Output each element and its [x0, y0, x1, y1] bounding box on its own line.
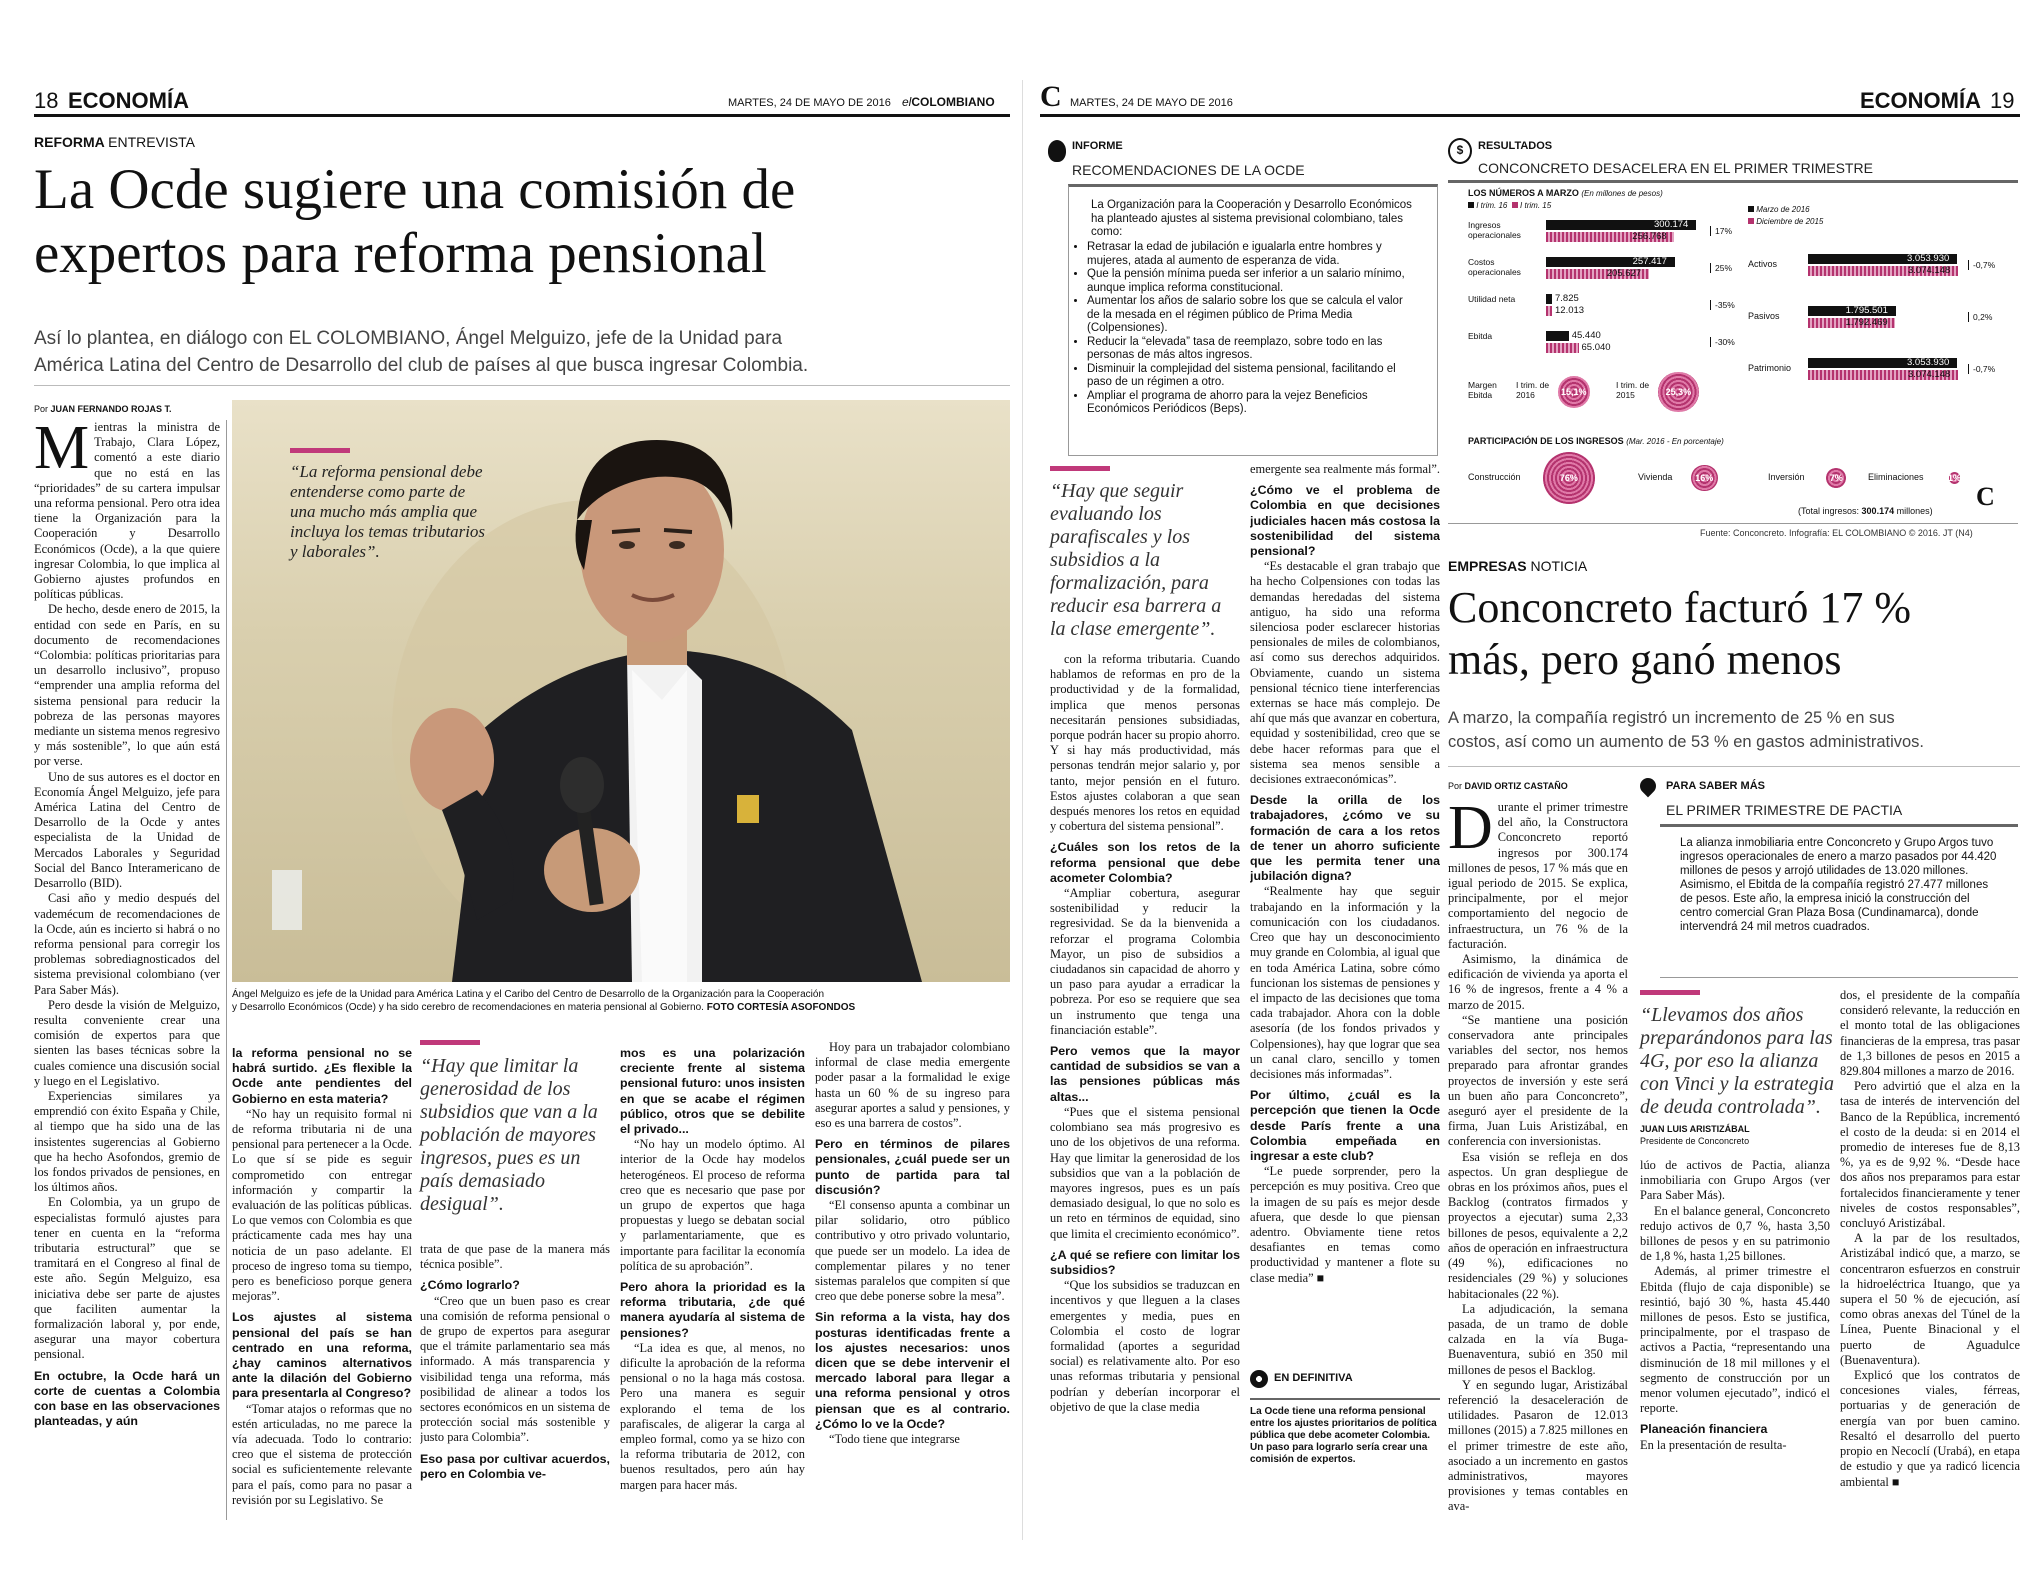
- chart-left-bars: [1468, 220, 1738, 420]
- bar: [1546, 331, 1569, 341]
- bar-category-label: Ebitda: [1468, 331, 1493, 341]
- en-definitiva-box: [1250, 1370, 1440, 1530]
- paragraph: lúo de activos de Pactia, alianza inmobiliaria con Grupo Argos (ver Para Saber Más).: [1640, 1158, 1830, 1203]
- folio-rule-right: [1040, 114, 2020, 117]
- byline-name-right: DAVID ORTIZ CASTAÑO: [1464, 781, 1568, 791]
- interview-question: ¿A qué se refiere con limitar los subsidios?: [1050, 1247, 1240, 1277]
- paragraph: Además, al primer trimestre el Ebitda (flujo de caja disponible) se resintió, bajó 30 %, hasta 45.440 millones de pesos. Esto se justifica, principalmente, por el traspaso de activos a Pactia, “representando una disminución de 18 mil millones y el segmento de construcción por un menor volumen ejecutado”, indicó el reporte.: [1640, 1264, 1830, 1416]
- pull-quote: “Hay que limitar la generosidad de los subsidios que van a la población de mayores ingresos, pues es un país demasiado desigual”.: [420, 1055, 598, 1215]
- paper-prefix: el: [902, 95, 912, 109]
- photo-quote-bar: [290, 448, 350, 453]
- interview-question: Eso pasa por cultivar acuerdos, pero en Colombia ve-: [420, 1451, 610, 1481]
- psm-paragraph-1: La alianza inmobiliaria entre Conconcreto y Grupo Argos tuvo ingresos operacionales de enero a marzo pasados por 44.420 millones de pesos y arrojó utilidades de 13.020 millones.: [1680, 837, 1997, 877]
- chart-legend-left: [1468, 201, 1551, 210]
- pull-quote-4-name: JUAN LUIS ARISTIZÁBAL: [1640, 1124, 1750, 1134]
- resultados-icon: $: [1448, 138, 1472, 164]
- paragraph: La adjudicación, la semana pasada, de un tramo de doble calzada en la vía Buga-Buenaventura, subió en 350 mil millones de pesos el Backlog.: [1448, 1301, 1628, 1377]
- informe-panel: [1068, 184, 1438, 456]
- kicker-light: ENTREVISTA: [108, 134, 196, 150]
- headline-right-line-1: Conconcreto facturó 17 %: [1448, 583, 1912, 632]
- paragraph: “El consenso apunta a combinar un pilar solidario, otro público contributivo y otro privado voluntario, que puede ser un modelo. La idea de complementar pilares y no tener sistemas paralelos que compiten sí que creo que debe ponerse sobre la mesa”.: [815, 1198, 1010, 1304]
- paragraph: Uno de sus autores es el doctor en Economía Ángel Melguizo, jefe para América Latina del Centro de Desarrollo de la Ocde y antes especialista de la Unidad de Mercados Laborales y Seguridad Social del Banco Interamericano de Desarrollo (BID).: [34, 769, 220, 891]
- paragraph: En el balance general, Conconcreto redujo activos de 0,7 %, hasta 3,50 billones de pesos y en su patrimonio de 1,8 %, hasta 1,25 billones.: [1640, 1203, 1830, 1264]
- deck-line-1: Así lo plantea, en diálogo con EL COLOMBIANO, Ángel Melguizo, jefe de la Unidad para: [34, 328, 783, 349]
- informe-box: [1048, 136, 1438, 456]
- paragraph: Asimismo, la dinámica de edificación de vivienda ya aporta el 16 % de ingresos, frente a 4 % a marzo de 2015.: [1448, 952, 1628, 1012]
- column-rule: [226, 420, 227, 1520]
- participation-total: [1798, 506, 1933, 516]
- bar-category-label: Patrimonio: [1748, 363, 1792, 373]
- paragraph: “La idea es que, al menos, no dificulte la aprobación de la reforma pensional o no la haga más costosa. Pero una manera es seguir explorando el tema de los parafiscales, de aligerar la carga al empleo formal, como ya se hizo con la reforma tributaria de 2012, con buenos resultados, pero aún hay margen para hacer más.: [620, 1340, 805, 1492]
- page-gutter: [1022, 80, 1023, 1540]
- paragraph: Hoy para un trabajador colombiano informal de clase media emergente poder pasar a la formalidad le exige hasta un 60 % de su ingreso para asegurar aportes a salud y pensiones, y eso es una barrera de costos”.: [815, 1040, 1010, 1131]
- kicker-bold: REFORMA: [34, 134, 105, 150]
- bar-value-label: 3.053.930: [1907, 357, 1950, 368]
- pull-quote-4-role: Presidente de Conconcreto: [1640, 1136, 1750, 1146]
- interview-question: Pero en términos de pilares pensionales, ¿cuál puede ser un punto de partida para tal discusión?: [815, 1137, 1010, 1197]
- headline: [34, 158, 795, 286]
- bar-value-label: 3.053.930: [1907, 253, 1950, 264]
- informe-item: • Retrasar la edad de jubilación e igualarla entre hombres y mujeres, atada al aumento de esperanza de vida.: [1087, 241, 1417, 268]
- margin-label: Margen Ebitda: [1468, 380, 1497, 400]
- participation-circle: 76%: [1543, 452, 1594, 503]
- interview-question: ¿Cuáles son los retos de la reforma pensional que debe acometer Colombia?: [1050, 840, 1240, 885]
- byline-prefix-right: Por: [1448, 781, 1463, 791]
- caption-line-2-wrap: [232, 1001, 1010, 1014]
- chart-logo: C: [1976, 482, 1995, 511]
- margin-circle: 25,3%: [1658, 372, 1699, 413]
- bar-value-label: 12.013: [1555, 305, 1585, 316]
- participation-label: Vivienda: [1638, 472, 1673, 482]
- pull-quote-bar: [420, 1040, 480, 1045]
- interview-question: Sin reforma a la vista, hay dos posturas identificadas frente a los ajustes necesarios: unos dicen que se debe intervenir el mercado laboral para llegar a una reforma pensional y otros piensan que es al contrario. ¿Cómo lo ve la Ocde?: [815, 1310, 1010, 1431]
- kicker-bold-right: EMPRESAS: [1448, 558, 1527, 574]
- paper-name: COLOMBIANO: [911, 95, 995, 109]
- paragraph: trata de que pase de la manera más técnica posible”.: [420, 1242, 610, 1272]
- paragraph: “Le puede sorprender, pero la percepción es muy positiva. Creo que la imagen de su país es mejor desde afuera, que desde lo que piensan adentro. Obviamente tiene retos desafiantes en temas como productividad y mantener a flote su clase media” ■: [1250, 1164, 1440, 1285]
- paragraph: En Colombia, ya un grupo de especialistas formuló ajustes para tener en cuenta en la “reforma tributaria estructural” que se tramitará en el Congreso al final de este año. Según Melguizo, esa iniciativa debe ser parte de ajustes que faciliten aumentar la formalización laboral y, por ende, asegurar una mayor cobertura pensional.: [34, 1195, 220, 1362]
- bar: [1546, 294, 1552, 304]
- chart-title: LOS NÚMEROS A MARZO: [1468, 188, 1579, 198]
- en-definitiva-icon: [1250, 1370, 1268, 1388]
- headline-line-2: expertos para reforma pensional: [34, 222, 767, 285]
- bar-value-label: 256.768: [1632, 231, 1667, 242]
- photo-quote: “La reforma pensional debe entenderse como parte de una mucho más amplia que incluya los temas tributarios y laborales”.: [290, 462, 486, 561]
- change-label: -0,7%: [1968, 364, 1995, 374]
- article-column-d: [1640, 1158, 1830, 1530]
- margin-period: I trim. de 2016: [1516, 380, 1550, 400]
- resultados-chart: [1448, 136, 2020, 538]
- bar: [1546, 306, 1552, 316]
- article-column-3: [420, 1242, 610, 1527]
- bar-value-label: 65.040: [1581, 342, 1611, 353]
- change-label: 17%: [1710, 226, 1732, 236]
- byline-prefix: Por: [34, 404, 49, 414]
- paragraph: “No hay un modelo óptimo. Al interior de la Ocde hay modelos heterogéneos. El proceso de reforma creo que es necesario que pase por un grupo de expertos que haga propuestas y luego se debatan social y parlamentariamente, que es importante para facilitar la economía política de su aprobación”.: [620, 1137, 805, 1273]
- deck-right: [1448, 706, 1924, 754]
- page-number-right: 19: [1990, 88, 2015, 113]
- pin-icon: [1637, 775, 1660, 798]
- paragraph: “Todo tiene que integrarse: [829, 1432, 960, 1447]
- byline-name: JUAN FERNANDO ROJAS T.: [50, 404, 172, 414]
- deck-right-line-1: A marzo, la compañía registró un incremento de 25 % en sus: [1448, 709, 1895, 727]
- paragraph: Experiencias similares ya emprendió con éxito España y Chile, al tiempo que ha sido una de las insistentes sugerencias al Gobierno que ha hecho Asofondos, gremio de los fondos privados de pensiones, en los últimos años.: [34, 1088, 220, 1195]
- paragraph: A la par de los resultados, Aristizábal indicó que, a marzo, se concentraron esfuerzos en construir la hidroeléctrica Ituango, que ya supera el 50 % de ejecución, así como obras anexas del Túnel de la Línea, Puente Binacional y el puerto de Aguadulce (Buenaventura).: [1840, 1231, 2020, 1367]
- change-label: -0,7%: [1968, 260, 1995, 270]
- pull-quote-3: “Hay que seguir evaluando los parafiscales y los subsidios a la formalización, para reducir esa barrera a la clase emergente”.: [1050, 480, 1222, 640]
- paragraph: Explicó que los contratos de concesiones viales, férreas, portuarias y de generación de energía van por buen camino. Resaltó el desarrollo del puerto propio en Necoclí (Urabá), en etapa de estudio y que ya radicó licencia ambiental ■: [1840, 1368, 2020, 1489]
- paragraph: “Tomar atajos o reformas que no estén articuladas, no me parece la vía adecuada. Todo lo contrario: creo que el sistema de protección social es suficientemente relevante para el país, como para no pasar a revisión por su Legislativo. Se: [232, 1401, 412, 1507]
- legend-item: I trim. 16: [1476, 201, 1508, 210]
- legend-item: I trim. 15: [1520, 201, 1552, 210]
- folio-rule: [34, 114, 1010, 117]
- informe-item: • Aumentar los años de salario sobre los que se calcula el valor de la mesada en el régimen público de Prima Media (Colpensiones).: [1087, 295, 1417, 336]
- kicker-right: [1448, 558, 1587, 574]
- chart-subtitle: (En millones de pesos): [1581, 189, 1663, 198]
- chart-source: Fuente: Conconcreto. Infografía: EL COLOMBIANO © 2016. JT (N4): [1700, 528, 1973, 538]
- pull-quote-bar-3: [1050, 466, 1110, 471]
- paragraph: De hecho, desde enero de 2015, la entidad con sede en París, en su documento de recomendaciones “Colombia: políticas prioritarias para un desarrollo inclusivo”, propuso “emprender una amplia reforma del sistema pensional para reducir la pobreza de las personas mayores mediante un sistema menos regresivo y más sostenible”, lo que aún está por verse.: [34, 602, 220, 769]
- participation-subtitle: (Mar. 2016 - En porcentaje): [1626, 437, 1724, 446]
- interview-question: ¿Cómo ve el problema de Colombia en que decisiones judiciales hacen más costosa la sostenibilidad del sistema pensional?: [1250, 483, 1440, 559]
- kicker-light-right: NOTICIA: [1530, 558, 1588, 574]
- bar-value-label: 1.795.501: [1845, 305, 1888, 316]
- article-column-b: [1250, 462, 1440, 1362]
- participation-title-wrap: [1468, 436, 1724, 446]
- article-column-1: [34, 420, 220, 1520]
- paragraph: “Creo que un buen paso es crear una comisión de reforma pensional o de grupo de expertos para asegurar que el trámite parlamentario sea más informado. A más transparencia y visibilidad tenga una reforma, más posibilidad de alinear a todos los sectores económicos en un sistema de protección social más sostenible y justo para Colombia”.: [420, 1293, 610, 1445]
- resultados-label: RESULTADOS: [1478, 140, 1553, 152]
- interview-question: Pero vemos que la mayor cantidad de subsidios se van a las pensiones públicas más altas...: [1050, 1044, 1240, 1104]
- bar-value-label: 3.074.148: [1908, 369, 1951, 380]
- bar-category-label: Costos operacionales: [1468, 257, 1521, 277]
- paragraph: Casi año y medio después del vademécum de recomendaciones de la Ocde, aún es incierto si habrá o no reforma pensional para corregir los problemas sobrediagnosticados del sistema previsional colombiano (ver Para Saber Más).: [34, 891, 220, 997]
- paragraph: “Es destacable el gran trabajo que ha hecho Colpensiones con todas las demandas heredadas del sistema antiguo, ha sido una reforma silenciosa poder esclarecer historias pensionales de miles de colombianos, así como sus derechos adquiridos. Obviamente, cuando un sistema pensional técnico tiene interferencias externas se hace más complejo. De ahí que más que avanzar en cobertura, equidad y sostenibilidad, creo que se debe hacer reformas para que el sistema sea menos sensible a decisiones extraeconómicas”.: [1250, 559, 1440, 787]
- chart-right-bars: [1748, 220, 2018, 420]
- en-definitiva-label: EN DEFINITIVA: [1274, 1372, 1353, 1384]
- informe-item: • Que la pensión mínima pueda ser inferior a un salario mínimo, aunque implica reforma constitucional.: [1087, 268, 1417, 295]
- drop-cap: D: [1448, 800, 1493, 862]
- bar-value-label: 1.792.469: [1845, 317, 1888, 328]
- paragraph: Esa visión se refleja en dos aspectos. Un gran despliegue de obras en los próximos años, pues el Backlog (contratos firmados y proyectos a ejecutar) suma 2,33 billones de pesos, equivalente a 2,2 años de operación en infraestructura (49 %), edificaciones no residenciales (29 %) y soluciones habitacionales (22 %).: [1448, 1149, 1628, 1301]
- informe-icon: [1048, 140, 1066, 162]
- folio-date-right: MARTES, 24 DE MAYO DE 2016: [1070, 97, 1233, 109]
- informe-item: • Ampliar el programa de ahorro para la vejez Beneficios Económicos Periódicos (Beps).: [1087, 390, 1417, 417]
- paragraph: Pero advirtió que el alza en la tasa de interés de intervención del Banco de la República, incrementó el costo de la deuda: si en 2014 el promedio de intereses fue de 8,13 %, ya es de 9,92 %. “Desde hace dos años nos preparamos para estar fortalecidos financieramente y tener niveles de costos responsables”, concluyó Aristizábal.: [1840, 1079, 2020, 1231]
- caption-line-1: Ángel Melguizo es jefe de la Unidad para América Latina y el Caribo del Centro de Desarrollo de la Organización para la Cooperación: [232, 989, 825, 1000]
- total-value: 300.174: [1861, 506, 1895, 516]
- caption-line-2: y Desarrollo Económicos (Ocde) y ha sido cerebro de recomendaciones en materia pensional al Gobierno.: [232, 1002, 704, 1013]
- change-label: -30%: [1710, 337, 1735, 347]
- article-column-2: [232, 1040, 412, 1525]
- interview-question: Los ajustes al sistema pensional del país se han centrado en una reforma, ¿hay caminos alternativos ante la dilación del Gobierno para presentarla al Congreso?: [232, 1310, 412, 1401]
- article-column-4: [620, 1040, 805, 1525]
- interview-question: En octubre, la Ocde hará un corte de cuentas a Colombia con base en las observaciones planteadas, y aún: [34, 1368, 220, 1429]
- paragraph: dos, el presidente de la compañía consideró relevante, la reducción en el monto total de las obligaciones financieras de la empresa, tras pasar de 1,3 billones de pesos en 2015 a 829.804 millones a marzo de 2016.: [1840, 988, 2020, 1079]
- paragraph: Pero desde la visión de Melguizo, resulta conveniente crear una comisión de expertos para que sienten las bases técnicas sobre la cuales comience una discusión social y luego en el Legislativo.: [34, 997, 220, 1088]
- margin-period: I trim. de 2015: [1616, 380, 1650, 400]
- interview-question: la reforma pensional no se habrá surtido. ¿Es flexible la Ocde ante pendientes del Gobierno en esta materia?: [232, 1046, 412, 1106]
- paragraph: emergente sea realmente más formal”.: [1250, 462, 1440, 476]
- psm-text: [1680, 836, 2000, 934]
- byline: [34, 404, 172, 414]
- pull-quote-bar-4: [1640, 990, 1700, 995]
- interview-question: mos es una polarización creciente frente al sistema pensional futuro: unos insisten en que se acabe el régimen público, otros que se debilite el privado...: [620, 1046, 805, 1137]
- participation-label: Eliminaciones: [1868, 472, 1924, 482]
- photo-caption: [232, 988, 1010, 1014]
- change-label: 0,2%: [1968, 312, 1992, 322]
- informe-item: • Reducir la “elevada” tasa de reemplazo, sobre todo en las personas de más altos ingresos.: [1087, 336, 1417, 363]
- legend-item: Marzo de 2016: [1756, 205, 1810, 214]
- article-column-a: [1050, 652, 1240, 1532]
- paragraph: En la presentación de resulta-: [1640, 1437, 1787, 1452]
- participation-circle: 1%: [1947, 472, 1961, 483]
- resultados-title: CONCONCRETO DESACELERA EN EL PRIMER TRIMESTRE: [1478, 160, 1873, 176]
- page-number: 18: [34, 88, 59, 113]
- paragraph: “No hay un requisito formal ni de reforma tributaria ni de una pensional para pertenecer a la Ocde. Lo que sí se pide es seguir comprometido con entregar información y compartir la evaluación de las políticas públicas. Lo que vemos con Colombia es que prácticamente cada mes hay una noticia de un paso adelante. El proceso de ingreso toma su tiempo, pero es beneficioso porque genera mejoras”.: [232, 1106, 412, 1304]
- bar-value-label: 300.174: [1654, 219, 1689, 230]
- participation-label: Construcción: [1468, 472, 1521, 482]
- interview-question: Pero ahora la prioridad es la reforma tributaria, ¿de qué manera ayudaría al sistema de pensiones?: [620, 1280, 805, 1340]
- section-title: ECONOMÍA: [68, 88, 189, 113]
- participation-row: [1468, 450, 2008, 506]
- kicker: [34, 134, 195, 150]
- psm-label: PARA SABER MÁS: [1666, 780, 1766, 792]
- article-column-e: [1840, 988, 2020, 1530]
- paragraph: “Pues que el sistema pensional colombiano sea más progresivo es uno de los objetivos de una reforma. Hay que limitar la generosidad de los subsidios que van a la población de mayores ingresos, pues es un país demasiado desigual, lo que no solo es un reto en términos de equidad, sino que limita el crecimiento económico”.: [1050, 1104, 1240, 1241]
- deck-rule: [34, 385, 1010, 386]
- bar-value-label: 205.627: [1606, 268, 1642, 279]
- total-prefix: (Total ingresos:: [1798, 506, 1860, 516]
- interview-question: Desde la orilla de los trabajadores, ¿cómo ve su formación de cara a los retos de tener un ahorro suficiente que les permita tener una jubilación digna?: [1250, 793, 1440, 884]
- interview-question: Planeación financiera: [1640, 1422, 1768, 1437]
- deck-rule-right: [1448, 766, 2020, 767]
- byline-right: [1448, 781, 1568, 791]
- bar-category-label: Activos: [1748, 259, 1778, 269]
- informe-intro: La Organización para la Cooperación y Desarrollo Económicos ha planteado ajustes al sistema previsional colombiano, tales como:: [1091, 199, 1412, 238]
- participation-label: Inversión: [1768, 472, 1805, 482]
- total-suffix: millones): [1896, 506, 1933, 516]
- deck: [34, 325, 808, 379]
- margin-circle: 15,1%: [1558, 376, 1590, 408]
- paragraph: “Que los subsidios se traduzcan en incentivos y que lleguen a la clases emergentes y media, pues en Colombia el costo de lograr formalidad (aportes a seguridad social) es relativamente alto. Por eso unas reformas tributaria y pensional podrían y deberían incorporar el objetivo de que la clase media: [1050, 1278, 1240, 1414]
- bar-value-label: 7.825: [1555, 293, 1579, 304]
- folio-paper: [902, 95, 995, 109]
- change-label: 25%: [1710, 263, 1732, 273]
- legend-item: Diciembre de 2015: [1756, 217, 1824, 226]
- paragraph: Durante el primer trimestre del año, la Constructora Conconcreto reportó ingresos por 300.174 millones de pesos, 17 % más que en igual periodo de 2015. Se explica, principalmente, por el mejor comportamiento del negocio de infraestructura, un 76 % de la facturación.: [1448, 800, 1628, 951]
- change-label: -35%: [1710, 300, 1735, 310]
- deck-line-2: América Latina del Centro de Desarrollo del club de países al que busca ingresar Colombia.: [34, 355, 809, 376]
- bar-category-label: Pasivos: [1748, 311, 1780, 321]
- bar-category-label: Ingresos operacionales: [1468, 220, 1521, 240]
- participation-circle: 7%: [1826, 468, 1846, 488]
- caption-credit: FOTO CORTESÍA ASOFONDOS: [706, 1002, 856, 1013]
- bar-category-label: Utilidad neta: [1468, 294, 1516, 304]
- paragraph: Mientras la ministra de Trabajo, Clara López, comentó a este diario que no está en las “prioridades” de su cartera impulsar una reforma pensional. Pero otra idea tiene la Organización para la Cooperación y Desarrollo Económicos (Ocde), a la que quiere ingresar Colombia, lo que implica al Gobierno ajustes profundos en políticas públicas.: [34, 420, 220, 602]
- deck-right-line-2: costos, así como un aumento de 53 % en gastos administrativos.: [1448, 733, 1925, 751]
- psm-paragraph-2: Asimismo, el Ebitda de la compañía registró 27.477 millones de pesos. Este año, la empresa inició la construcción del centro comercial Gran Plaza Bosa (Cundinamarca), donde intervendrá 24 mil metros cuadrados.: [1680, 879, 1989, 933]
- psm-title: EL PRIMER TRIMESTRE DE PACTIA: [1666, 802, 1903, 818]
- paragraph: con la reforma tributaria. Cuando hablamos de reformas en pro de la productividad y de la formalidad, implica que menos personas necesitarán pensiones subsidiadas, porque podrán hacer su propio ahorro. Y si hay más productividad, más personas tendrán mejor salario y, por tanto, mejor pensión en el futuro. Estos ajustes colaboran a que sean después menores los retos en equidad y cobertura del sistema pensional”.: [1050, 652, 1240, 834]
- informe-title: RECOMENDACIONES DE LA OCDE: [1072, 162, 1305, 178]
- paragraph: “Ampliar cobertura, asegurar sostenibilidad y reducir la regresividad. Se da la bienvenida a reforzar el programa Colombia Mayor, un piso de subsidios a ciudadanos sin capacidad de ahorro y un paso para ayudar a erradicar la pobreza. Por eso se requiere que sea un instrumento que tenga una financiación estable”.: [1050, 886, 1240, 1037]
- informe-list: [1069, 241, 1417, 417]
- paragraph: “Realmente hay que seguir trabajando en la información y la comunicación con los ciudadanos. Creo que hay un desconocimiento muy grande en Colombia, al igual que en toda América Latina, sobre cómo funcionan los sistemas de pensiones y el impacto de las decisiones que toma cada trabajador. Ahora con la doble asesoría (de los fondos privados y Colpensiones), hay que lograr que sea un canal claro, sencillo y tomen decisiones más informadas”.: [1250, 884, 1440, 1081]
- headline-line-1: La Ocde sugiere una comisión de: [34, 158, 796, 221]
- pull-quote-4: “Llevamos dos años preparándonos para las 4G, por eso la alianza con Vinci y la estrategia de deuda controlada”.: [1640, 1004, 1835, 1118]
- participation-circle: 16%: [1691, 465, 1718, 492]
- chart-title-wrap: [1468, 188, 1663, 198]
- para-saber-mas-box: [1640, 776, 2020, 976]
- article-column-5: [815, 1040, 1010, 1525]
- interview-question: Por último, ¿cuál es la percepción que tienen la Ocde desde París frente a una Colombia empeñada en ingresar a este club?: [1250, 1088, 1440, 1163]
- article-column-c: [1448, 800, 1628, 1530]
- bar-value-label: 3.074.148: [1908, 265, 1951, 276]
- drop-cap: M: [34, 420, 90, 482]
- paragraph: “Se mantiene una posición conservadora ante principales variables del sector, nos hemos preparado para afrontar grandes proyectos de inversión y este será un buen año para Conconcreto”, aseguró ayer el presidente de la firma, Juan Luis Aristizábal, en conferencia con inversionistas.: [1448, 1012, 1628, 1149]
- paper-logo: C: [1040, 80, 1062, 113]
- folio-date: MARTES, 24 DE MAYO DE 2016: [728, 97, 891, 109]
- headline-right: [1448, 582, 1911, 686]
- bar-value-label: 45.440: [1571, 330, 1601, 341]
- paragraph: Y en segundo lugar, Aristizábal referenció la desaceleración de utilidades. Pasaron de 12.013 millones (2015) a 7.825 millones en el primer trimestre de este año, asociado a un incremento en gastos administrativos, mayores provisiones y temas contables en ava-: [1448, 1377, 1628, 1514]
- en-definitiva-text: La Ocde tiene una reforma pensional entre los ajustes prioritarios de política pública que debe acometer Colombia. Un paso para lograrlo sería crear una comisión de expertos.: [1250, 1398, 1440, 1466]
- bar: [1546, 343, 1579, 353]
- bar-value-label: 257.417: [1632, 256, 1667, 267]
- section-title-right: ECONOMÍA: [1860, 88, 1981, 113]
- informe-item: • Disminuir la complejidad del sistema pensional, facilitando el paso de un régimen a otro.: [1087, 363, 1417, 390]
- informe-label: INFORME: [1072, 140, 1123, 152]
- participation-title: PARTICIPACIÓN DE LOS INGRESOS: [1468, 436, 1624, 446]
- headline-right-line-2: más, pero ganó menos: [1448, 635, 1842, 684]
- interview-question: ¿Cómo lograrlo?: [420, 1278, 520, 1293]
